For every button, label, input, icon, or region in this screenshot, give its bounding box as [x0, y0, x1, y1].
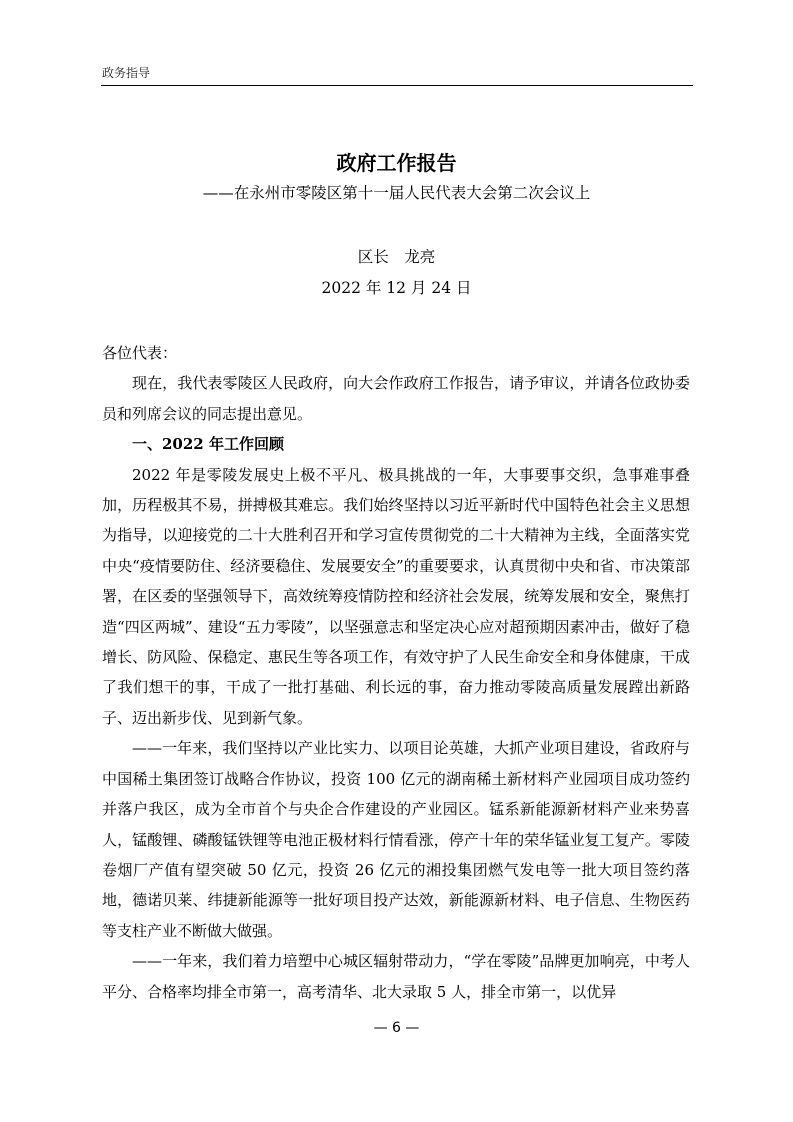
body-paragraph: 现在，我代表零陵区人民政府，向大会作政府工作报告，请予审议，并请各位政协委员和列席会议的同志提出意见。 — [102, 374, 690, 423]
page-subtitle: ——在永州市零陵区第十一届人民代表大会第二次会议上 — [202, 184, 591, 202]
section-heading: 一、2022 年工作回顾 — [132, 435, 284, 454]
body-paragraph: ——一年来，我们着力培塑中心城区辐射带动力，“学在零陵”品牌更加响亮，中考人平分、合格率均排全市第一，高考清华、北大录取 5 人，排全市第一，以优异 — [102, 952, 690, 1001]
body-paragraph: 2022 年是零陵发展史上极不平凡、极具挑战的一年，大事要事交织，急事难事叠加，历程极其不易，拼搏极其难忘。我们始终坚持以习近平新时代中国特色社会主义思想为指导，以迎接党的二十大胜利召开和学习宣传贯彻党的二十大精神为主线，全面落实党中央“疫情要防住、经济要稳住、发展要安全”的重要要求，认真贯彻中央和省、市决策部署，在区委的坚强领导下，高效统筹疫情防控和经济社会发展，统筹发展和安全，聚焦打造“四区两城”、建设“五力零陵”，以坚强意志和坚定决心应对超预期因素冲击，做好了稳增长、防风险、保稳定、惠民生等各项工作，有效守护了人民生命安全和身体健康，干成了我们想干的事，干成了一批打基础、利长远的事，奋力推动零陵高质量发展蹚出新路子、迈出新步伐、见到新气象。 — [102, 465, 690, 727]
header-section-label: 政务指导 — [102, 66, 151, 80]
page-title: 政府工作报告 — [336, 151, 457, 175]
header-divider — [101, 85, 693, 86]
author-line: 区长 龙亮 — [357, 248, 436, 266]
report-body — [102, 338, 690, 1007]
salutation: 各位代表： — [102, 344, 178, 362]
body-paragraph: ——一年来，我们坚持以产业比实力、以项目论英雄，大抓产业项目建设，省政府与中国稀土集团签订战略合作协议，投资 100 亿元的湖南稀土新材料产业园项目成功签约并落户我区，成为全市首个与央企合作建设的产业园区。锰系新能源新材料产业来势喜人，锰酸锂、磷酸锰铁锂等电池正极材料行情看涨，停产十年的荣华锰业复工复产。零陵卷烟厂产值有望突破 50 亿元，投资 26 亿元的湘投集团燃气发电等一批大项目签约落地，德诺贝莱、纬捷新能源等一批好项目投产达效，新能源新材料、电子信息、生物医药等支柱产业不断做大做强。 — [102, 739, 690, 940]
page-number: — 6 — — [373, 1020, 420, 1036]
report-date: 2022 年 12 月 24 日 — [321, 279, 472, 297]
